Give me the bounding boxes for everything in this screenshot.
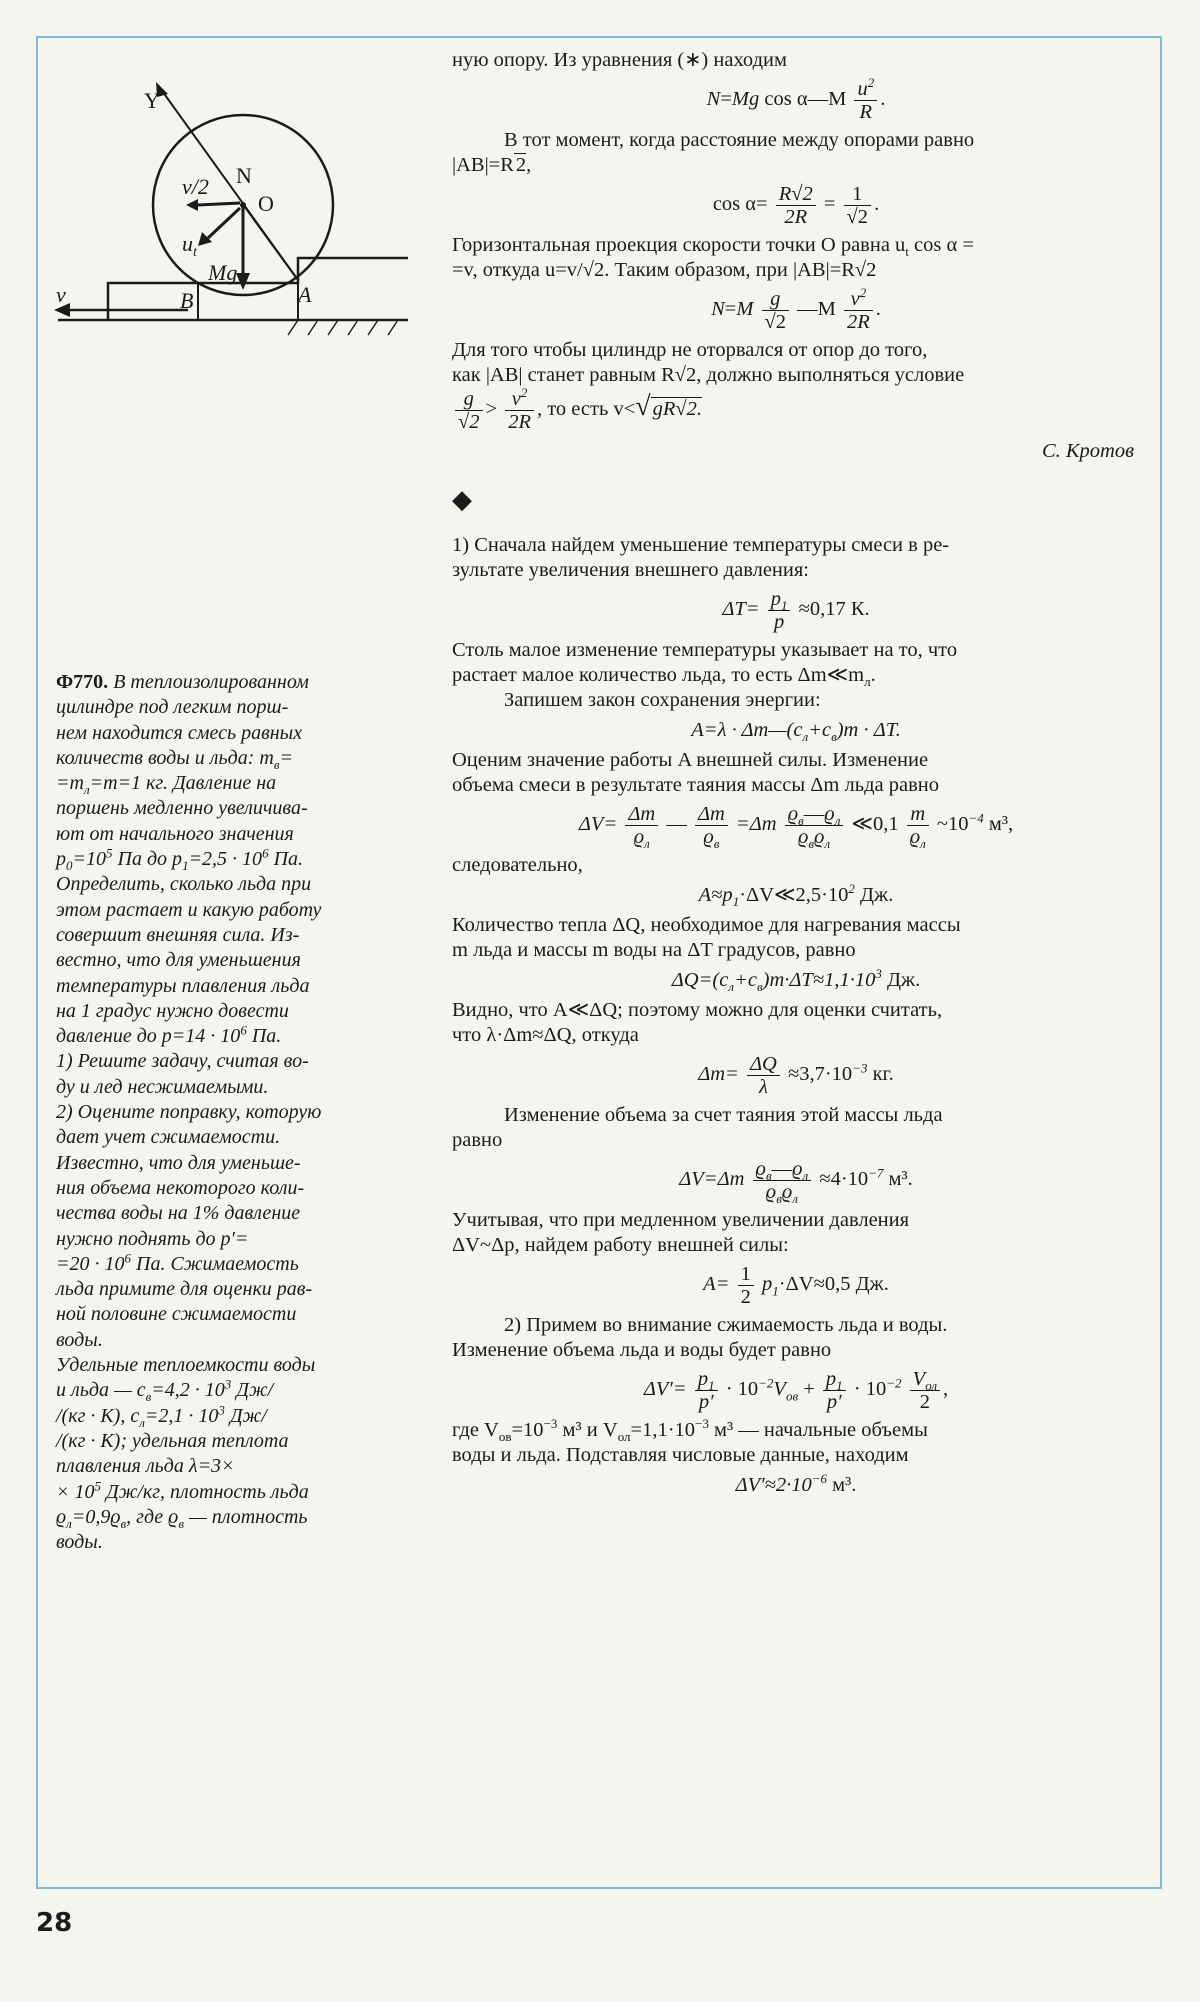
- fraction: $\frac{g}{√2}$: [762, 288, 790, 333]
- problem-line: чества воды на 1% давление: [56, 1202, 301, 1225]
- fraction: $\frac{R√2}{2R}$: [776, 183, 816, 228]
- fraction: $\frac{\Delta m}{ϱ_в}$: [695, 803, 728, 848]
- page-number: 28: [36, 1908, 73, 1938]
- problem-line: ной половине сжимаемости: [56, 1303, 297, 1326]
- label-ut: $u_t$: [182, 231, 197, 260]
- solution-line: Изменение объема льда и воды будет равно: [452, 1339, 832, 1361]
- fraction: $\frac{g}{√2}$: [455, 388, 483, 433]
- problem-line: Ф770. В теплоизолированном: [56, 671, 309, 693]
- problem-line: $=m_л=m=1$ кг. Давление на: [56, 772, 277, 798]
- problem-line: /(кг · К), $c_л=2,1 \cdot 10^3$ Дж/: [56, 1401, 267, 1430]
- label-mg: Mg: [208, 260, 238, 285]
- solution-line: Оценим значение работы A внешней силы. Изменение: [452, 749, 929, 771]
- author-signature: С. Кротов: [1042, 440, 1134, 462]
- equation-compressibility: ΔV′= $\frac{p_1}{p'}$ · $10^{-2}V_{ов}$ + $\frac{p_1}{p'}$ · $10^{-2}$ $\frac{V_{ол}}{2}$ ,: [643, 1368, 949, 1413]
- solution-line-condition: $\frac{g}{√2}$ > $\frac{v^2}{2R}$ , то есть v<√gR√2.: [452, 388, 1140, 433]
- fraction: $\frac{ϱ_в—ϱ_л}{ϱ_вϱ_л}$: [753, 1158, 812, 1203]
- problem-line: поршень медленно увеличива-: [56, 797, 308, 820]
- fraction: $\frac{m}{ϱ_л}$: [907, 803, 929, 848]
- problem-line: плавления льда λ=3×: [56, 1455, 235, 1478]
- solution-line: воды и льда. Подставляя числовые данные, находим: [452, 1444, 909, 1466]
- equation-melted-mass: Δm= $\frac{\Delta Q}{\lambda}$ $\approx 3,7\cdot 10^{-3}$ кг.: [698, 1053, 894, 1098]
- fraction: $\frac{v^2}{2R}$: [844, 288, 873, 333]
- equation-cos-alpha: cos α= $\frac{R√2}{2R}$ = $\frac{1}{√2}$ .: [712, 183, 880, 228]
- problem-line: совершит внешняя сила. Из-: [56, 923, 300, 946]
- equation-delta-t: ΔT= $\frac{p_1}{p}$ ≈0,17 К.: [722, 588, 870, 633]
- fraction: $\frac{\Delta Q}{\lambda}$: [747, 1053, 780, 1098]
- fraction: $\frac{u^2}{R}$: [854, 78, 877, 123]
- fraction: $\frac{p_1}{p}$: [768, 588, 791, 633]
- solution-line: растает малое количество льда, то есть $\Delta m≪m_л$.: [452, 664, 876, 690]
- half-velocity-vector: [198, 203, 240, 205]
- problem-line: давление до $p=14 \cdot 10^6$ Па.: [56, 1022, 282, 1048]
- fraction: $\frac{V_{ол}}{2}$: [910, 1368, 940, 1413]
- problem-line: вестно, что для уменьшения: [56, 949, 301, 972]
- solution-line: 1) Сначала найдем уменьшение температуры смеси в ре-: [452, 534, 950, 556]
- solution-line: Видно, что A≪ΔQ; поэтому можно для оценки считать,: [452, 999, 943, 1021]
- equation-energy: $A=\lambda \cdot \Delta m—(c_л+c_в)m \cdot \Delta T$.: [691, 719, 901, 745]
- solution-line: Изменение объема за счет таяния этой массы льда: [504, 1104, 943, 1126]
- label-n: N: [236, 163, 252, 188]
- solution-line: |AB|=R2,: [452, 154, 532, 176]
- fraction: $\frac{p_1}{p'}$: [695, 1368, 718, 1413]
- problem-line: нем находится смесь равных: [56, 721, 303, 744]
- tangential-velocity-arrowhead: [198, 232, 212, 246]
- solution-line: следовательно,: [452, 854, 583, 876]
- solution-line: Количество тепла ΔQ, необходимое для нагревания массы: [452, 914, 961, 936]
- problem-line: количеств воды и льда: $m_в=$: [56, 746, 293, 772]
- problem-line: Удельные теплоемкости воды: [56, 1354, 316, 1377]
- problem-line: нужно поднять до p′=: [56, 1227, 249, 1250]
- center-point: [240, 202, 246, 208]
- problem-line: этом растает и какую работу: [56, 898, 322, 921]
- fraction: $\frac{p_1}{p'}$: [823, 1368, 846, 1413]
- solution-line: где $V_{ов}=10^{-3}$ м³ и $V_{ол}=1,1\cdot 10^{-3}$ м³ — начальные объемы: [452, 1416, 928, 1445]
- label-o: O: [258, 191, 274, 216]
- diamond-separator: ◆: [452, 485, 472, 515]
- label-v: v: [56, 282, 66, 307]
- solution-line: =v, откуда u=v/√2. Таким образом, при |AB|=R√2: [452, 259, 877, 281]
- problem-line: 2) Оцените поправку, которую: [56, 1101, 322, 1124]
- cylinder-diagram: [48, 80, 448, 360]
- problem-line: льда примите для оценки рав-: [56, 1278, 313, 1301]
- solution-line: 2) Примем во внимание сжимаемость льда и воды.: [504, 1314, 948, 1336]
- problem-line: воды.: [56, 1531, 103, 1554]
- solution-line: Столь малое изменение температуры указывает на то, что: [452, 639, 958, 661]
- solution-line: ΔV~Δp, найдем работу внешней силы:: [452, 1234, 789, 1256]
- ground-hatching: [288, 320, 398, 335]
- tangential-velocity-vector: [208, 208, 240, 238]
- problem-line: × $10^5$ Дж/кг, плотность льда: [56, 1477, 309, 1503]
- fraction: $\frac{\Delta m}{ϱ_л}$: [625, 803, 658, 848]
- label-a: A: [298, 282, 312, 307]
- half-velocity-arrowhead: [186, 199, 198, 211]
- fraction: $\frac{1}{√2}$: [844, 183, 872, 228]
- problem-line: /(кг · К); удельная теплота: [56, 1429, 289, 1452]
- label-v-half: v/2: [182, 174, 209, 199]
- equation-work-estimate: $A\approx p_1\cdot\Delta V≪2,5\cdot 10^2$ Дж.: [698, 881, 894, 910]
- solution-line: Для того чтобы цилиндр не оторвался от опор до того,: [452, 339, 928, 361]
- solution-line: Горизонтальная проекция скорости точки O равна $u_t$ cos α =: [452, 234, 974, 260]
- solution-line: ную опору. Из уравнения (∗) находим: [452, 49, 787, 71]
- solution-line: Запишем закон сохранения энергии:: [504, 689, 821, 711]
- equation-normal-force: N=Mg cos α—M $\frac{u^2}{R}$ .: [706, 75, 886, 123]
- problem-line: 1) Решите задачу, считая во-: [56, 1050, 309, 1073]
- equation-volume-change: ΔV= $\frac{\Delta m}{ϱ_л}$ — $\frac{\Delta m}{ϱ_в}$ =Δm $\frac{ϱ_в—ϱ_л}{ϱ_вϱ_л}$ ≪0,1 $\frac{m}{ϱ_л}$ $\sim 10^{-4}$ м³,: [578, 803, 1014, 852]
- problem-line: ду и лед несжимаемыми.: [56, 1075, 269, 1098]
- equation-volume-melt: ΔV=Δm $\frac{ϱ_в—ϱ_л}{ϱ_вϱ_л}$ $\approx 4\cdot 10^{-7}$ м³.: [679, 1158, 913, 1207]
- solution-line: Учитывая, что при медленном увеличении давления: [452, 1209, 910, 1231]
- problem-line: температуры плавления льда: [56, 974, 310, 997]
- problem-line: на 1 градус нужно довести: [56, 999, 289, 1022]
- equation-normal-force-final: N=M $\frac{g}{√2}$ —M $\frac{v^2}{2R}$ .: [711, 285, 881, 333]
- solution-line: равно: [452, 1129, 503, 1151]
- problem-line: цилиндре под легким порш-: [56, 696, 289, 719]
- equation-heat: $\Delta Q=(c_л+c_в)m\cdot\Delta T\approx 1,1\cdot 10^3$ Дж.: [671, 966, 921, 995]
- problem-line: ния объема некоторого коли-: [56, 1176, 305, 1199]
- problem-line: ют от начального значения: [56, 822, 294, 845]
- problem-line: дает учет сжимаемости.: [56, 1126, 281, 1149]
- equation-result: $\Delta V'\approx 2\cdot 10^{-6}$ м³.: [735, 1471, 857, 1496]
- problem-line: $p_0=10^5$ Па до $p_1=2,5 \cdot 10^6$ Па.: [56, 845, 304, 874]
- fraction: $\frac{1}{2}$: [738, 1263, 754, 1308]
- problem-line: $ϱ_л=0,9ϱ_в$, где $ϱ_в$ — плотность: [56, 1505, 308, 1531]
- solution-line: В тот момент, когда расстояние между опорами равно: [504, 129, 975, 151]
- equation-work: A= $\frac{1}{2}$ $p_1\cdot\Delta V\approx 0,5$ Дж.: [703, 1263, 889, 1308]
- label-b: B: [180, 288, 194, 313]
- gravity-arrowhead: [236, 273, 250, 290]
- solution-column: [452, 48, 1140, 1503]
- solution-line: как |AB| станет равным R√2, должно выполняться условие: [452, 364, 965, 386]
- fraction: $\frac{v^2}{2R}$: [505, 388, 534, 433]
- solution-line: объема смеси в результате таяния массы Δm льда равно: [452, 774, 939, 796]
- problem-line: и льда — $c_в=4,2 \cdot 10^3$ Дж/: [56, 1376, 274, 1405]
- problem-id: Ф770.: [56, 671, 109, 693]
- problem-line: Известно, что для уменьше-: [56, 1151, 301, 1174]
- solution-line: m льда и массы m воды на ΔT градусов, равно: [452, 939, 856, 961]
- fraction: $\frac{ϱ_в—ϱ_л}{ϱ_вϱ_л}$: [785, 803, 844, 848]
- problem-line: воды.: [56, 1328, 103, 1351]
- problem-line: $=20 \cdot 10^6$ Па. Сжимаемость: [56, 1250, 299, 1275]
- label-y: Y: [144, 88, 160, 113]
- solution-line: зультате увеличения внешнего давления:: [452, 559, 809, 581]
- problem-line: Определить, сколько льда при: [56, 873, 312, 896]
- solution-line: что λ·Δm≈ΔQ, откуда: [452, 1024, 639, 1046]
- problem-statement: [56, 670, 406, 1555]
